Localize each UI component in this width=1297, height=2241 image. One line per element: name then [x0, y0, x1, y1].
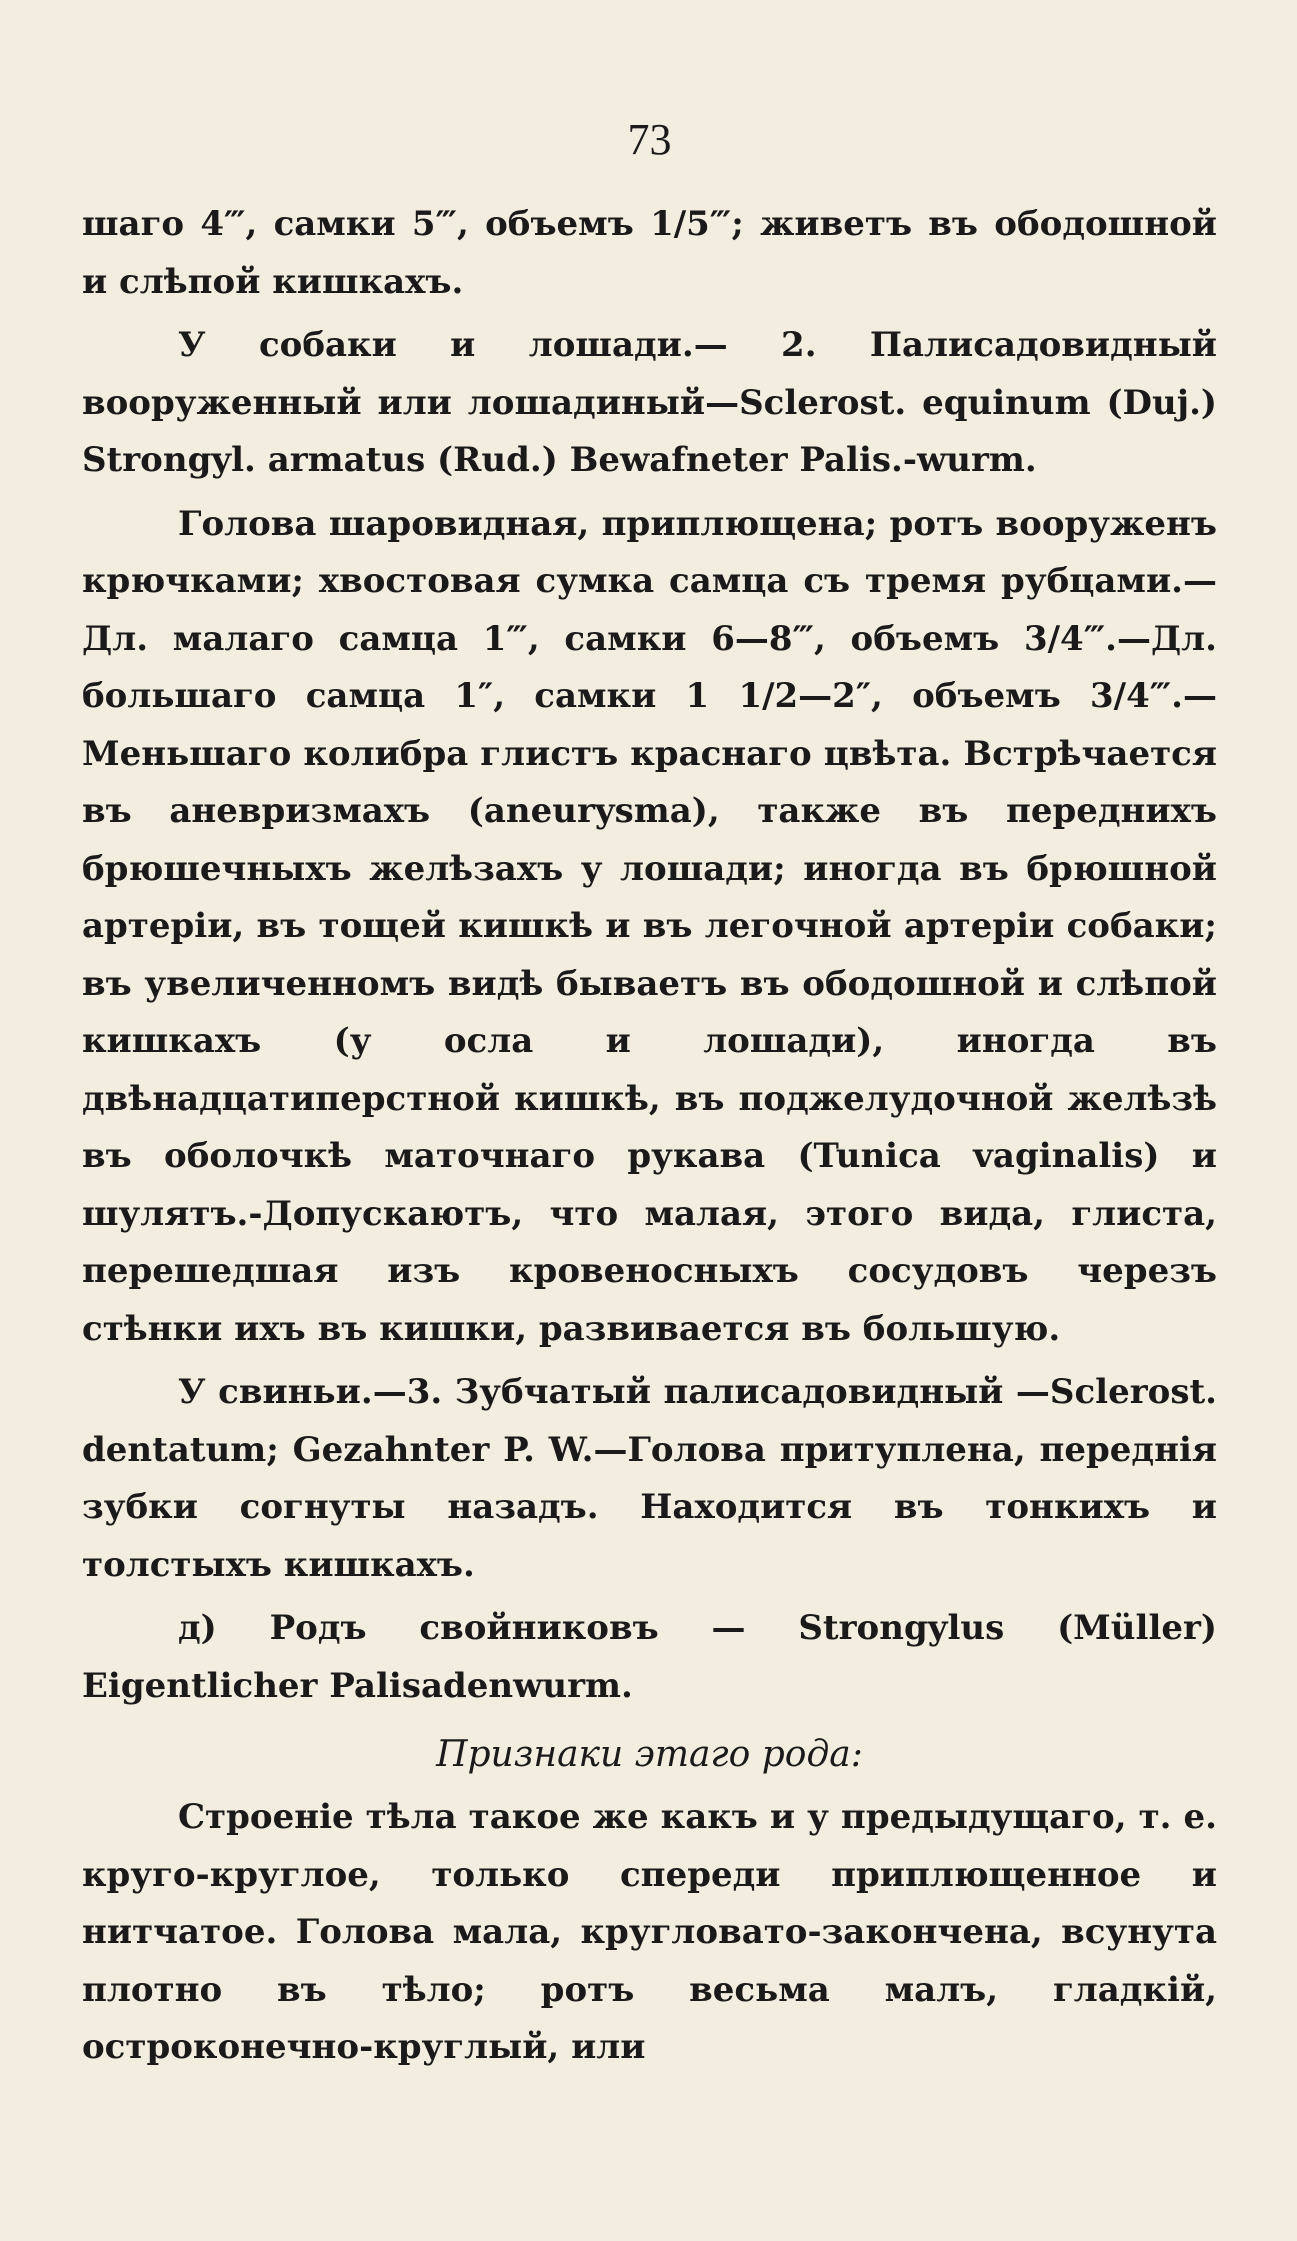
section-heading: Признаки этаго рода: [436, 1734, 863, 1775]
paragraph-species-2-description: Голова шаровидная, приплющена; ротъ вооруженъ крючками; хвостовая сумка самца съ тремя рубцами.— Дл. малаго самца 1‴, самки 6—8‴, объемъ 3/4‴.—Дл. большаго самца 1″, самки 1 1/2—2″, объемъ 3/4‴.—Меньшаго колибра глистъ краснаго цвѣта. Встрѣчается въ аневризмахъ (aneurysma), также въ переднихъ брюшечныхъ желѣзахъ у лошади; иногда въ брюшной артеріи, въ тощей кишкѣ и въ легочной артеріи собаки; въ увеличенномъ видѣ бываетъ въ ободошной и слѣпой кишкахъ (у осла и лошади), иногда въ двѣнадцатиперстной кишкѣ, въ поджелудочной желѣзѣ въ оболочкѣ маточнаго рукава (Tunica vaginalis) и шулятъ.-Допускаютъ, что малая, этого вида, глиста, перешедшая изъ кровеносныхъ сосудовъ черезъ стѣнки ихъ въ кишки, развивается въ большую. [82, 503, 1217, 1349]
paragraph-genus-strongylus: д) Родъ свойниковъ — Strongylus (Müller) Eigentlicher Palisadenwurm. [82, 1608, 1217, 1706]
paragraph-genus-features: Строеніе тѣла такое же какъ и у предыдущаго, т. е. круго-круглое, только спереди приплющенное и нитчатое. Голова мала, кругловато-закончена, всунута плотно въ тѣло; ротъ весьма малъ, гладкій, остроконечно-круглый, или [82, 1797, 1217, 2067]
paragraph-species-2: У собаки и лошади.— 2. Палисадовидный вооруженный или лошадиный—Sclerost. equinum (Duj.) Strongyl. armatus (Rud.) Bewafneter Palis.-wurm. [82, 325, 1217, 480]
paragraph-species-3: У свиньи.—3. Зубчатый палисадовидный —Sclerost. dentatum; Gezahnter P. W.—Голова притуплена, переднія зубки согнуты назадъ. Находится въ тонкихъ и толстыхъ кишкахъ. [82, 1372, 1217, 1585]
paragraph-continuation: шаго 4‴, самки 5‴, объемъ 1/5‴; живетъ въ ободошной и слѣпой кишкахъ. [82, 204, 1217, 302]
page-number: 73 [627, 115, 672, 164]
page-body [82, 196, 1217, 2077]
